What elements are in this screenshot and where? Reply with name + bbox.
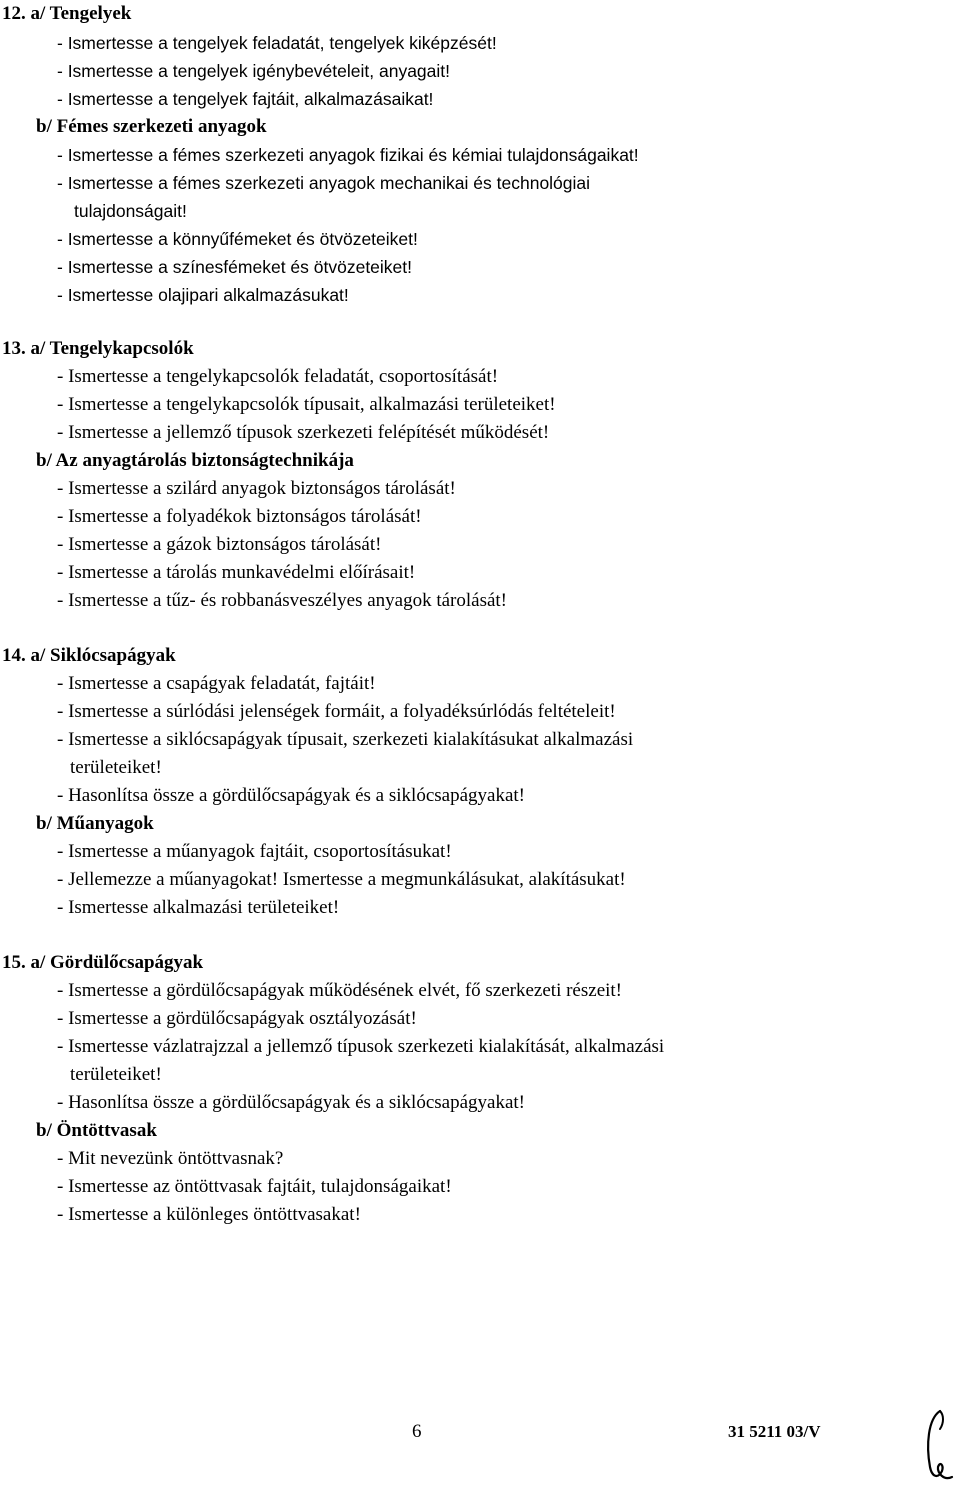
section-number: 12.	[2, 3, 26, 24]
section-a-title: a/ Gördülőcsapágyak	[30, 952, 204, 973]
list-item: - Ismertesse a jellemző típusok szerkezeti felépítését működését!	[57, 422, 550, 443]
document-code: 31 5211 03/V	[728, 1422, 821, 1441]
list-item: - Ismertesse a különleges öntöttvasakat!	[57, 1204, 361, 1225]
section-b-title: b/ Öntöttvasak	[36, 1120, 157, 1141]
list-item: - Ismertesse a tengelykapcsolók típusait, alkalmazási területeiket!	[57, 394, 556, 415]
list-item: - Hasonlítsa össze a gördülőcsapágyak és a siklócsapágyakat!	[57, 1092, 525, 1113]
section-b-title: b/ Műanyagok	[36, 813, 154, 834]
list-item: - Jellemezze a műanyagokat! Ismertesse a megmunkálásukat, alakításukat!	[57, 869, 626, 890]
section-b-title: b/ Fémes szerkezeti anyagok	[36, 116, 267, 137]
list-item: - Ismertesse vázlatrajzzal a jellemző típusok szerkezeti kialakítását, alkalmazási	[57, 1036, 665, 1057]
list-item: - Ismertesse a szilárd anyagok biztonságos tárolását!	[57, 478, 456, 499]
page-number: 6	[412, 1421, 422, 1442]
list-item: - Ismertesse a csapágyak feladatát, fajtáit!	[57, 673, 376, 694]
list-item-continuation: tulajdonságait!	[74, 201, 187, 221]
section-number: 14.	[2, 645, 26, 666]
section-heading	[2, 337, 194, 361]
list-item: - Hasonlítsa össze a gördülőcsapágyak és a siklócsapágyakat!	[57, 785, 525, 806]
list-item: - Ismertesse a tárolás munkavédelmi előírásait!	[57, 562, 416, 583]
list-item: - Ismertesse a folyadékok biztonságos tárolását!	[57, 506, 422, 527]
list-item: - Ismertesse a gázok biztonságos tárolását!	[57, 534, 382, 555]
section-heading	[2, 644, 176, 668]
list-item: - Ismertesse a tengelykapcsolók feladatát, csoportosítását!	[57, 366, 499, 387]
section-heading	[2, 951, 203, 975]
list-item: - Ismertesse az öntöttvasak fajtáit, tulajdonságaikat!	[57, 1176, 452, 1197]
list-item-continuation: területeiket!	[70, 757, 162, 778]
list-item: - Ismertesse a gördülőcsapágyak osztályozását!	[57, 1008, 417, 1029]
list-item-continuation: területeiket!	[70, 1064, 162, 1085]
list-item: - Ismertesse a műanyagok fajtáit, csoportosításukat!	[57, 841, 452, 862]
list-item: - Mit nevezünk öntöttvasnak?	[57, 1148, 284, 1169]
list-item: - Ismertesse a fémes szerkezeti anyagok mechanikai és technológiai	[57, 173, 591, 193]
section-a-title: a/ Siklócsapágyak	[30, 645, 176, 666]
list-item: - Ismertesse a gördülőcsapágyak működésének elvét, fő szerkezeti részeit!	[57, 980, 623, 1001]
list-item: - Ismertesse alkalmazási területeiket!	[57, 897, 340, 918]
section-heading	[2, 2, 131, 26]
list-item: - Ismertesse olajipari alkalmazásukat!	[57, 285, 349, 305]
list-item: - Ismertesse a tűz- és robbanásveszélyes anyagok tárolását!	[57, 590, 508, 611]
list-item: - Ismertesse a súrlódási jelenségek formáit, a folyadéksúrlódás feltételeit!	[57, 701, 616, 722]
list-item: - Ismertesse a siklócsapágyak típusait, szerkezeti kialakításukat alkalmazási	[57, 729, 634, 750]
section-number: 15.	[2, 952, 26, 973]
section-a-title: a/ Tengelykapcsolók	[30, 338, 194, 359]
section-number: 13.	[2, 338, 26, 359]
list-item: - Ismertesse a színesfémeket és ötvözeteiket!	[57, 257, 413, 277]
list-item: - Ismertesse a tengelyek fajtáit, alkalmazásaikat!	[57, 89, 434, 109]
list-item: - Ismertesse a fémes szerkezeti anyagok fizikai és kémiai tulajdonságaikat!	[57, 145, 639, 165]
list-item: - Ismertesse a tengelyek feladatát, tengelyek kiképzését!	[57, 33, 497, 53]
list-item: - Ismertesse a könnyűfémeket és ötvözeteiket!	[57, 229, 418, 249]
handwritten-signature	[918, 1405, 958, 1485]
section-a-title: a/ Tengelyek	[30, 3, 132, 24]
list-item: - Ismertesse a tengelyek igénybevételeit, anyagait!	[57, 61, 450, 81]
section-b-title: b/ Az anyagtárolás biztonságtechnikája	[36, 450, 354, 471]
